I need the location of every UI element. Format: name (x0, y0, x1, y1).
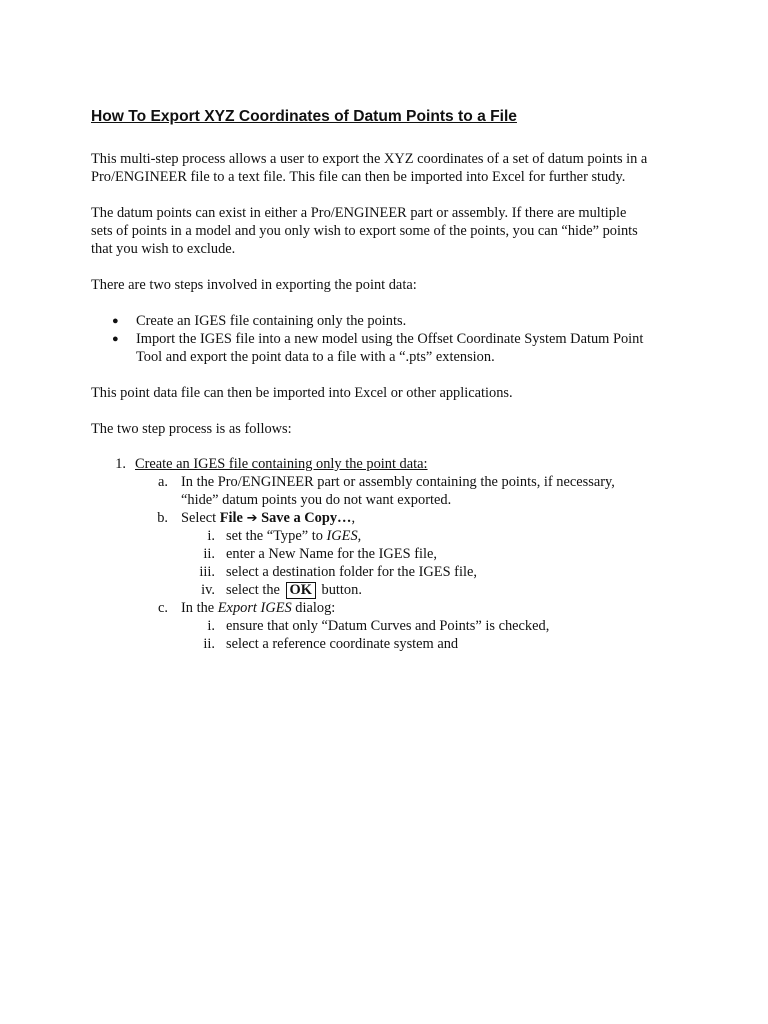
type-suffix: , (357, 528, 362, 544)
datum-line: The datum points can exist in either a Pro/ENGINEER part or assembly. If there are multiple (91, 205, 627, 221)
substep-marker: c. (158, 600, 168, 616)
dialog-name: Export IGES (217, 600, 292, 616)
step-1 (91, 455, 731, 473)
intro-line: This multi-step process allows a user to export the XYZ coordinates of a set of datum points in a (91, 151, 648, 167)
substep-c (91, 599, 731, 617)
substep-b (91, 509, 731, 527)
roman-marker: ii. (203, 636, 215, 652)
roman-marker: i. (207, 618, 215, 634)
type-prefix: set the “Type” to (226, 528, 327, 544)
substep-b-ii (91, 545, 731, 563)
bullet-icon: ● (112, 333, 119, 345)
datum-line: that you wish to exclude. (91, 241, 236, 257)
bullet-text: Tool and export the point data to a file with a “.pts” extension. (136, 349, 495, 365)
arrow-right-icon: ➔ (246, 511, 258, 526)
substep-text: “hide” datum points you do not want exported. (181, 492, 452, 508)
roman-marker: iii. (199, 564, 215, 580)
datum-paragraph (91, 204, 691, 258)
steps-intro: There are two steps involved in exporting the point data: (91, 277, 417, 293)
bullet-text: Create an IGES file containing only the points. (136, 313, 407, 329)
roman-text: select a destination folder for the IGES file, (226, 564, 477, 580)
dialog-prefix: In the (181, 600, 218, 616)
substep-a-continuation (91, 491, 731, 509)
substep-text (181, 509, 355, 528)
ok-suffix: button. (317, 582, 362, 598)
select-prefix: Select (181, 510, 220, 526)
menu-save-a-copy: Save a Copy… (261, 510, 352, 526)
roman-marker: iv. (201, 582, 215, 598)
roman-marker: i. (207, 528, 215, 544)
substep-b-iv (91, 581, 731, 599)
substep-b-i (91, 527, 731, 545)
menu-file: File (219, 510, 243, 526)
substep-b-iii (91, 563, 731, 581)
list-item (91, 330, 711, 366)
roman-text: ensure that only “Datum Curves and Points” is checked, (226, 618, 550, 634)
substep-text: In the Pro/ENGINEER part or assembly containing the points, if necessary, (181, 474, 615, 490)
intro-line: Pro/ENGINEER file to a text file. This file can then be imported into Excel for further study. (91, 169, 626, 185)
substep-marker: a. (158, 474, 168, 490)
bullet-text: Import the IGES file into a new model using the Offset Coordinate System Datum Point (136, 331, 644, 347)
roman-text (226, 527, 361, 545)
substep-c-ii (91, 635, 731, 653)
substep-text (181, 599, 335, 617)
roman-marker: ii. (203, 546, 215, 562)
substep-a (91, 473, 731, 491)
type-value: IGES (326, 528, 358, 544)
ok-prefix: select the (226, 582, 284, 598)
roman-text (226, 581, 362, 599)
substep-c-i (91, 617, 731, 635)
bullet-icon: ● (112, 315, 119, 327)
intro-paragraph (91, 150, 691, 186)
datum-line: sets of points in a model and you only wish to export some of the points, you can “hide” points (91, 223, 638, 239)
roman-text: select a reference coordinate system and (226, 636, 459, 652)
roman-text: enter a New Name for the IGES file, (226, 546, 437, 562)
numbered-steps (91, 455, 731, 653)
list-item (91, 312, 711, 330)
select-suffix: , (351, 510, 356, 526)
dialog-suffix: dialog: (291, 600, 336, 616)
process-intro: The two step process is as follows: (91, 421, 292, 437)
ok-button-reference: OK (286, 582, 316, 599)
import-note: This point data file can then be imported into Excel or other applications. (91, 385, 513, 401)
substep-marker: b. (157, 510, 168, 526)
step-label: Create an IGES file containing only the point data: (135, 456, 428, 472)
step-marker: 1. (115, 456, 126, 472)
bullet-list (91, 312, 711, 366)
document-title: How To Export XYZ Coordinates of Datum Points to a File (91, 108, 517, 125)
